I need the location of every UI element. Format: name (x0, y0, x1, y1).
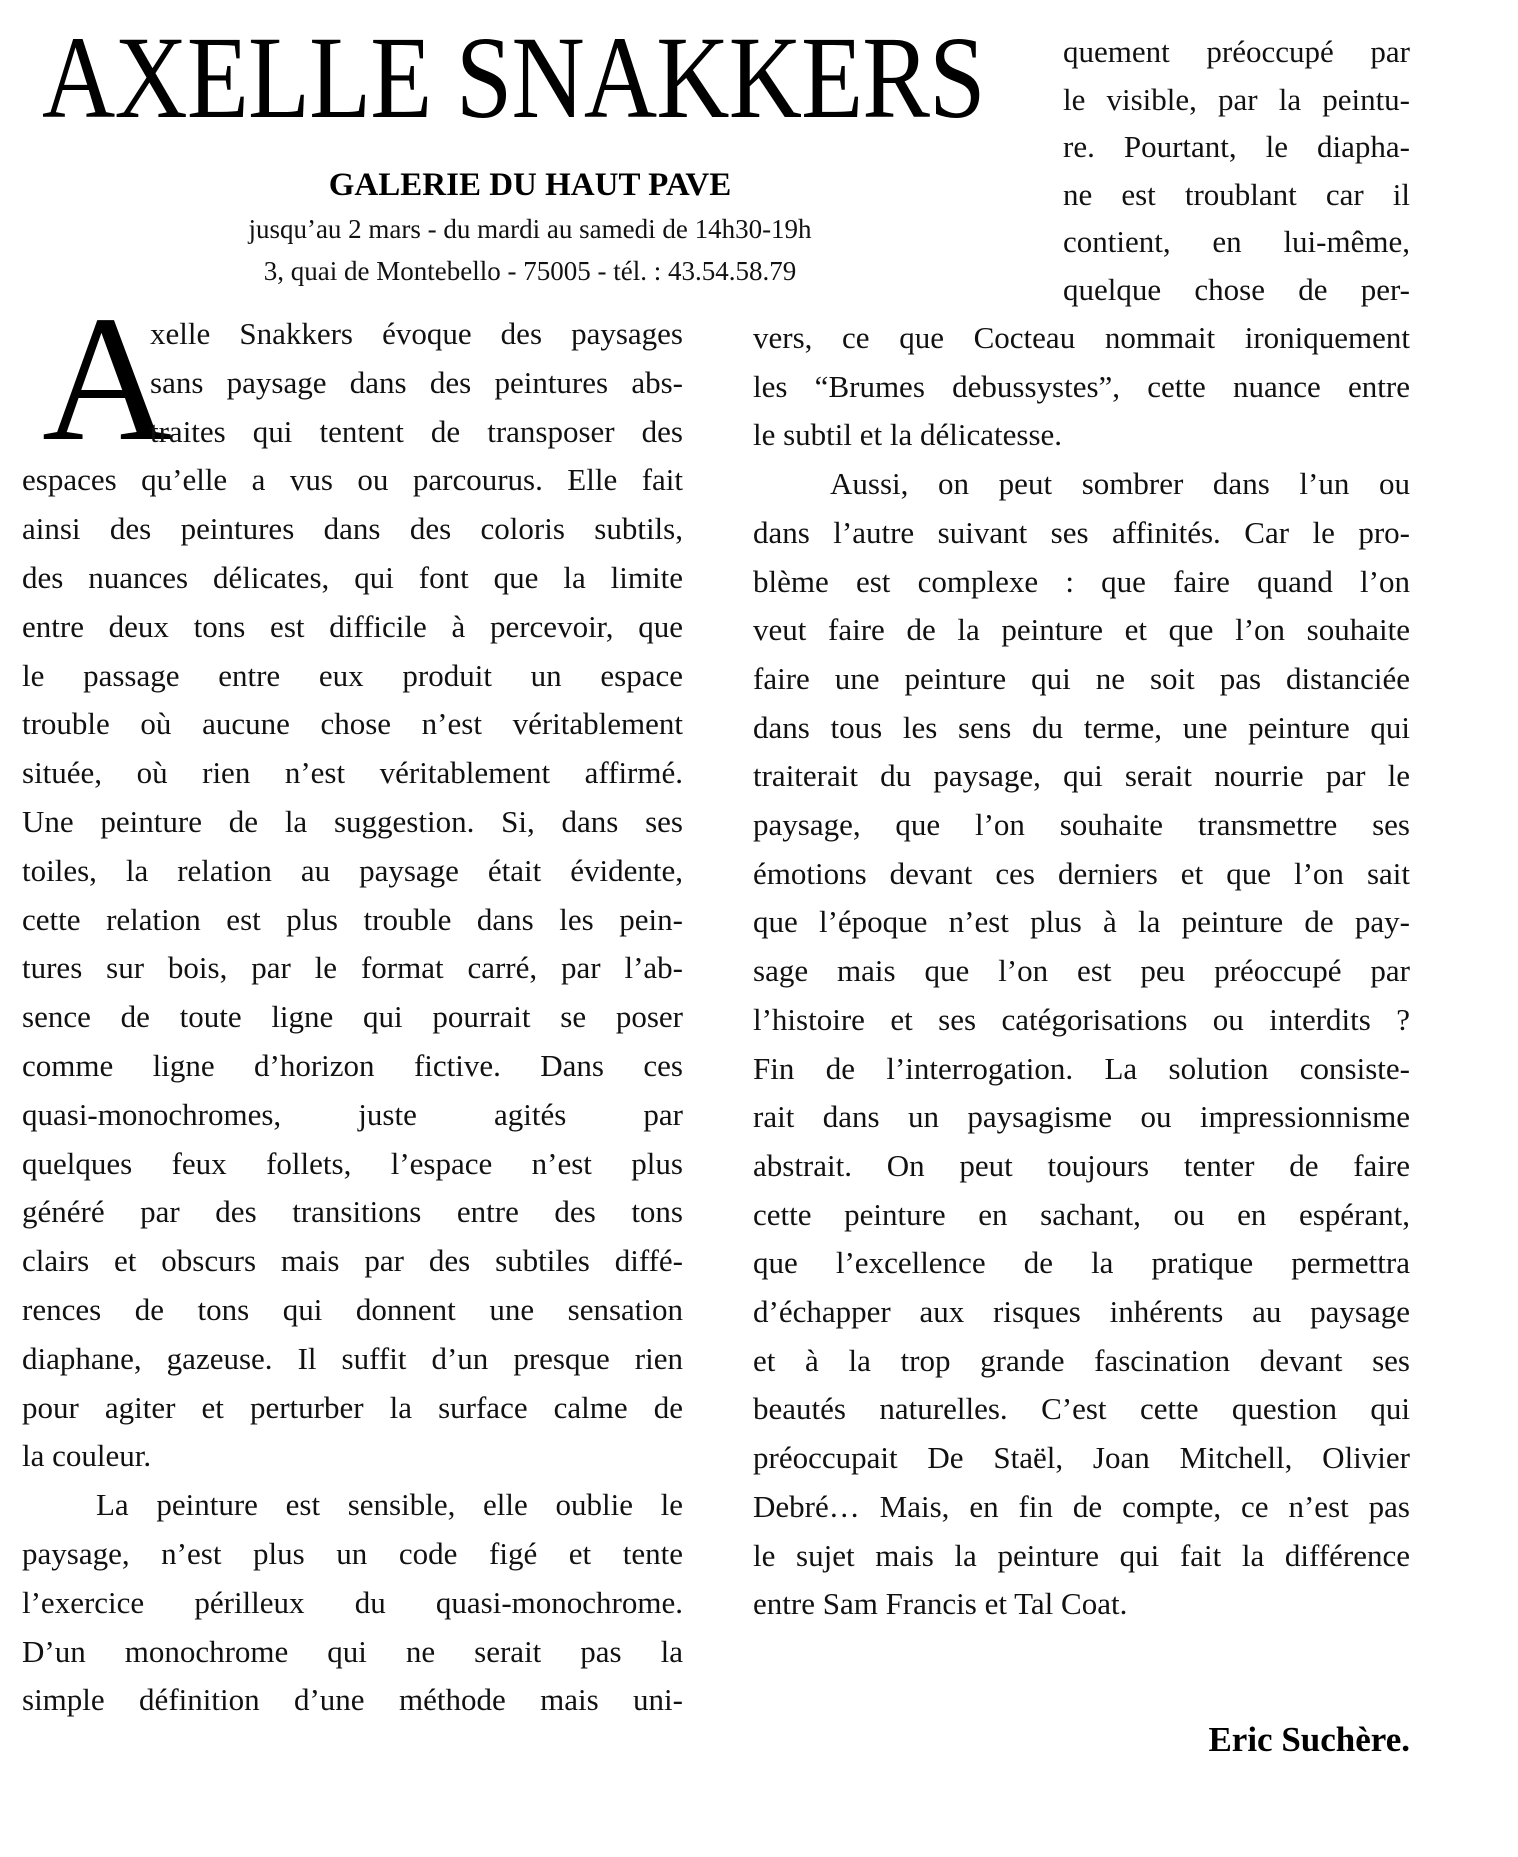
text-line: rait dans un paysagisme ou impressionnisme (753, 1099, 1410, 1135)
text-line: traites qui tentent de transposer des (150, 413, 683, 449)
text-line: re. Pourtant, le diapha- (1063, 129, 1410, 164)
text-line: blème est complexe : que faire quand l’on (753, 563, 1410, 599)
text-line: simple définition d’une méthode mais uni- (22, 1682, 683, 1718)
text-line: quelque chose de per- (1063, 271, 1410, 307)
text-line: les “Brumes debussystes”, cette nuance entre (753, 368, 1410, 404)
text-line: Aussi, on peut sombrer dans l’un ou (830, 466, 1410, 502)
text-line: le visible, par la peintu- (1063, 81, 1410, 117)
text-line: dans tous les sens du terme, une peinture qui (753, 709, 1410, 745)
text-line: Fin de l’interrogation. La solution consiste- (753, 1050, 1410, 1086)
text-line: cette relation est plus trouble dans les pein- (22, 901, 683, 937)
gallery-name: GALERIE DU HAUT PAVE (328, 167, 732, 203)
text-line: la couleur. (22, 1438, 152, 1474)
text-line: que l’excellence de la pratique permettra (753, 1245, 1410, 1281)
text-line: paysage, que l’on souhaite transmettre ses (753, 807, 1410, 842)
text-line: comme ligne d’horizon fictive. Dans ces (22, 1048, 683, 1083)
text-line: diaphane, gazeuse. Il suffit d’un presque rien (22, 1340, 683, 1376)
text-line: faire une peinture qui ne soit pas distanciée (753, 660, 1410, 696)
text-line: D’un monochrome qui ne serait pas la (22, 1633, 683, 1669)
text-line: l’histoire et ses catégorisations ou interdits ? (753, 1001, 1410, 1037)
text-line: l’exercice périlleux du quasi-monochrome. (22, 1584, 683, 1620)
text-line: contient, en lui-même, (1063, 224, 1410, 259)
text-line: pour agiter et perturber la surface calme de (22, 1389, 683, 1425)
text-line: paysage, n’est plus un code figé et tente (22, 1536, 683, 1571)
text-line: rences de tons qui donnent une sensation (22, 1292, 683, 1327)
text-line: entre Sam Francis et Tal Coat. (753, 1586, 1128, 1622)
text-line: située, où rien n’est véritablement affirmé. (22, 755, 683, 791)
text-line: ainsi des peintures dans des coloris subtils, (22, 511, 683, 547)
text-line: veut faire de la peinture et que l’on souhaite (753, 612, 1410, 648)
gallery-address: 3, quai de Montebello - 75005 - tél. : 43.54.58.79 (263, 256, 797, 286)
text-line: d’échapper aux risques inhérents au paysage (753, 1294, 1410, 1329)
text-line: quasi-monochromes, juste agités par (22, 1096, 683, 1132)
text-line: entre deux tons est difficile à percevoir, que (22, 608, 683, 644)
text-line: généré par des transitions entre des tons (22, 1194, 683, 1230)
author-signature: Eric Suchère. (1208, 1720, 1410, 1759)
text-line: abstrait. On peut toujours tenter de faire (753, 1147, 1410, 1183)
text-line: sage mais que l’on est peu préoccupé par (753, 953, 1410, 989)
text-line: des nuances délicates, qui font que la limite (22, 560, 683, 595)
text-line: xelle Snakkers évoque des paysages (150, 316, 683, 351)
text-line: clairs et obscurs mais par des subtiles diffé- (22, 1243, 683, 1279)
text-line: beautés naturelles. C’est cette question qui (753, 1391, 1410, 1427)
text-line: toiles, la relation au paysage était évidente, (22, 852, 683, 888)
text-line: et à la trop grande fascination devant ses (753, 1342, 1410, 1378)
drop-cap: A (42, 279, 172, 478)
text-line: sence de toute ligne qui pourrait se poser (22, 999, 683, 1035)
text-line: le subtil et la délicatesse. (753, 417, 1063, 453)
exhibition-dates: jusqu’au 2 mars - du mardi au samedi de 14h30-19h (248, 214, 812, 244)
text-line: quement préoccupé par (1063, 34, 1410, 69)
text-line: le sujet mais la peinture qui fait la différence (753, 1537, 1410, 1573)
text-line: émotions devant ces derniers et que l’on sait (753, 855, 1410, 891)
text-line: que l’époque n’est plus à la peinture de pay- (753, 904, 1410, 940)
text-line: dans l’autre suivant ses affinités. Car le pro- (753, 514, 1410, 550)
text-line: espaces qu’elle a vus ou parcourus. Elle fait (22, 462, 683, 498)
text-line: cette peinture en sachant, ou en espérant, (753, 1196, 1410, 1232)
text-line: La peinture est sensible, elle oublie le (96, 1487, 683, 1523)
text-line: vers, ce que Cocteau nommait ironiquement (753, 320, 1410, 355)
text-line: Debré… Mais, en fin de compte, ce n’est pas (753, 1488, 1410, 1524)
text-line: tures sur bois, par le format carré, par l’ab- (22, 950, 683, 986)
text-line: Une peinture de la suggestion. Si, dans ses (22, 804, 683, 839)
article-title: AXELLE SNAKKERS (42, 12, 985, 143)
text-line: traiterait du paysage, qui serait nourrie par le (753, 758, 1410, 794)
text-line: ne est troublant car il (1063, 176, 1410, 212)
text-line: le passage entre eux produit un espace (22, 657, 683, 693)
text-line: quelques feux follets, l’espace n’est plus (22, 1145, 683, 1181)
text-line: sans paysage dans des peintures abs- (150, 364, 683, 400)
text-line: trouble où aucune chose n’est véritablement (22, 706, 683, 742)
text-line: préoccupait De Staël, Joan Mitchell, Olivier (753, 1440, 1410, 1476)
